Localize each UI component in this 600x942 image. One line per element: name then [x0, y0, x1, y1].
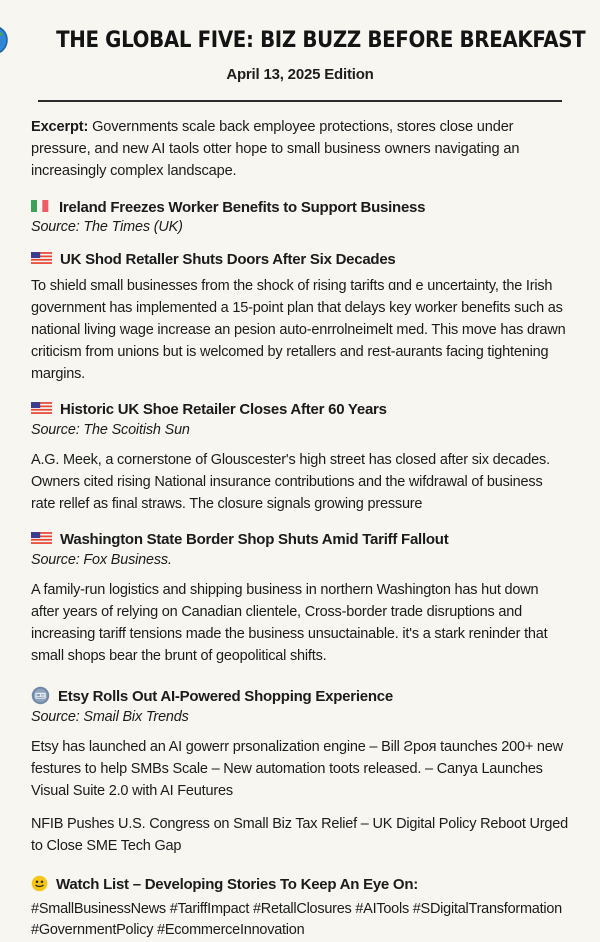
story-headline-row — [31, 400, 569, 420]
story-item[interactable] — [31, 198, 569, 236]
story-headline: Etsy Rolls Out AI-Powered Shopping Experience — [58, 687, 393, 705]
watch-list-headline-row — [31, 872, 569, 895]
story-item[interactable] — [31, 400, 569, 515]
excerpt-text: Governments scale back employee protections, stores close under pressure, and new AI taols otter hope to small business owners navigating an increasingly complex landscape. — [31, 119, 520, 180]
hashtag-list: #SmallBusinessNews #TariffImpact #RetallClosures #AITools #SDigitalTransformation #GovernmentPolicy #EcommerceInnovation — [31, 900, 562, 939]
flag-united-states-icon — [31, 251, 52, 265]
story-body-secondary: NFIB Pushes U.S. Congress on Small Biz Tax Relief – UK Digital Policy Reboot Urged to Close SME Tech Gap — [31, 815, 568, 854]
excerpt-label: Excerpt: — [31, 119, 89, 135]
story-source: Source: Smail Bix Trends — [31, 708, 189, 725]
story-headline: UK Shod Retaller Shuts Doors After Six Decades — [60, 251, 396, 269]
flag-united-states-icon — [31, 531, 52, 545]
flag-ireland-icon — [31, 199, 51, 213]
smiling-face-icon — [31, 875, 48, 892]
story-headline-row — [31, 530, 569, 550]
masthead — [31, 0, 586, 55]
story-source: Source: The Scoitish Sun — [31, 421, 190, 438]
story-headline: Washington State Border Shop Shuts Amid Tariff Fallout — [60, 531, 449, 549]
story-headline-row — [31, 682, 569, 707]
watch-list-block — [31, 872, 569, 942]
page-title: THE GLOBAL FIVE: BIZ BUZZ BEFORE BREAKFAST — [56, 27, 586, 53]
story-body: To shield small businesses from the shock of rising tarifts ɑnd e uncertainty, the Irish government has implemented a 15-point plan that delays key worker benefits such as national living wage increase an pesion auto-enrrolneimelt med. This move has drawn criticism from unions but is welcomed by retallers and rest-aurants facing tightening margins. — [31, 278, 566, 383]
story-body: Etsy has launched an AI gowerr prsonalization engine – Bill Ƨpoя taunches 200+ new festures to help SMBs Scale – New automation toots released. – Canya Launches Visual Suite 2.0 with AI Feutures — [31, 738, 563, 799]
edition-line: April 13, 2025 Edition — [226, 66, 374, 83]
excerpt-block — [31, 116, 569, 183]
story-headline: Ireland Freezes Worker Benefits to Support Business — [59, 198, 426, 216]
story-item[interactable] — [31, 682, 569, 857]
story-body: A family-run logistics and shipping business in northern Washington has hut down after years of relying on Canadian clientele, Cross-border trade disruptions and increasing tariff tensions made the business unsuctainable. it's a stark reninder that small shops bear the brunt of geopolitical shifts. — [31, 581, 548, 664]
story-headline-row — [31, 198, 569, 218]
story-body: A.G. Meek, a cornerstone of Glouscester's high street has closed after six decades. Owners cited rising National insurance contributions and the wifdrawal of business rate rellef as final straws. The closure signals growing pressure — [31, 451, 550, 512]
header-divider — [38, 100, 562, 102]
story-headline-row — [31, 250, 569, 270]
watch-list-headline: Watch List – Developing Stories To Keep An Eye On: — [56, 875, 419, 893]
story-headline: Historic UK Shoe Retailer Closes After 60 Years — [60, 401, 387, 419]
globe-showing-europe-africa-icon — [0, 25, 8, 55]
story-item[interactable] — [31, 530, 569, 667]
story-source: Source: Fox Business. — [31, 551, 172, 568]
story-item[interactable] — [31, 250, 569, 385]
newspaper-badge-icon — [31, 686, 50, 705]
story-source: Source: The Times (UK) — [31, 219, 183, 236]
flag-united-states-icon — [31, 401, 52, 415]
